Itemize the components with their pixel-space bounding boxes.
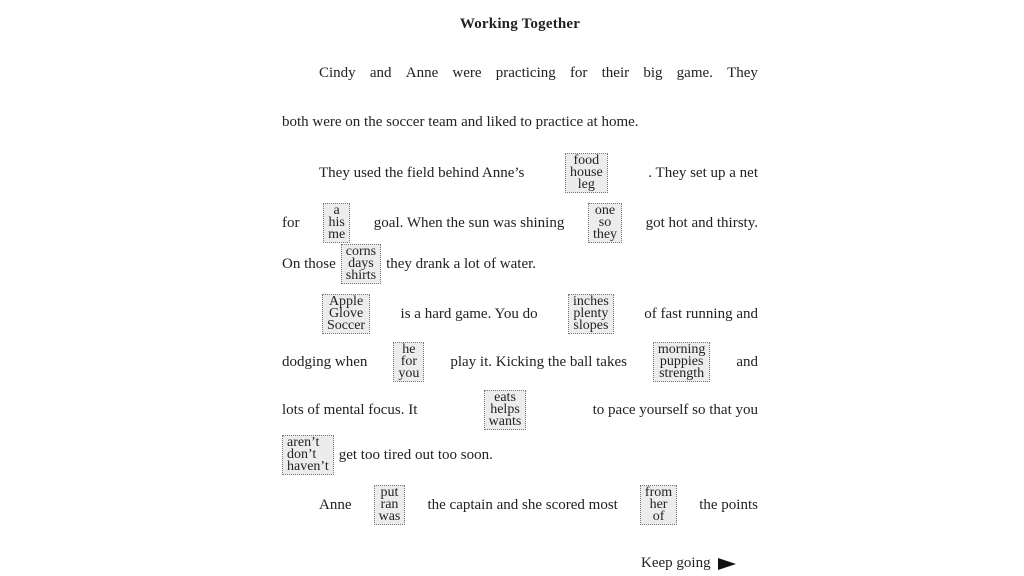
paragraph-line (282, 244, 758, 284)
text-segment: play it. Kicking the ball takes (450, 353, 627, 370)
text-segment: they drank a lot of water. (386, 255, 537, 272)
text-segment: got hot and thirsty. (645, 214, 758, 231)
choice-option[interactable]: put (380, 485, 399, 500)
choice-option[interactable]: of (652, 509, 665, 524)
paragraph-line (282, 485, 758, 525)
text-segment: and (369, 65, 392, 81)
word-choice-box[interactable] (653, 342, 710, 382)
text-segment: . They set up a net (648, 164, 758, 181)
text-segment: the captain and she scored most (427, 496, 618, 513)
word-choice-box[interactable] (393, 342, 424, 382)
choice-option[interactable]: her (649, 497, 668, 512)
choice-option[interactable]: he (402, 342, 416, 357)
arrow-right-icon[interactable] (718, 558, 736, 570)
word-choice-box[interactable] (640, 485, 677, 525)
word-choice-box[interactable] (322, 294, 370, 334)
text-segment: goal. When the sun was shining (373, 214, 565, 231)
choice-option[interactable]: aren’t (287, 435, 320, 450)
document-title: Working Together (459, 16, 581, 32)
text-segment: the points (699, 496, 758, 513)
keep-going-label[interactable]: Keep going (641, 555, 711, 571)
word-choice-box[interactable] (282, 435, 334, 475)
paragraph-line (282, 390, 758, 430)
choice-option[interactable]: helps (490, 402, 520, 417)
text-segment: Anne (405, 65, 439, 81)
word-choice-box[interactable] (568, 294, 614, 334)
text-segment: Anne (319, 496, 352, 513)
choice-option[interactable]: corns (345, 244, 377, 259)
keep-going-button[interactable] (641, 555, 736, 572)
word-choice-box[interactable] (588, 203, 622, 243)
choice-option[interactable]: food (573, 153, 600, 168)
word-choice-box[interactable] (565, 153, 608, 193)
paragraph-line (282, 203, 758, 243)
text-segment: big (643, 65, 663, 81)
text-segment: They used the field behind Anne’s (319, 164, 525, 181)
choice-option[interactable]: leg (577, 177, 595, 192)
text-segment: On those (282, 255, 336, 272)
paragraph-line (282, 435, 758, 475)
text-segment: Cindy (319, 65, 356, 81)
choice-option[interactable]: ran (380, 497, 399, 512)
paragraph-line (282, 114, 758, 131)
word-choice-box[interactable] (484, 390, 527, 430)
choice-option[interactable]: you (398, 366, 420, 381)
paragraph-line (282, 342, 758, 382)
choice-option[interactable]: eats (494, 390, 516, 405)
word-choice-box[interactable] (374, 485, 406, 525)
choice-option[interactable]: they (592, 227, 618, 242)
choice-option[interactable]: morning (657, 342, 706, 357)
choice-option[interactable]: so (598, 215, 612, 230)
text-segment: were (452, 65, 482, 81)
choice-option[interactable]: days (348, 256, 374, 271)
text-segment: They (727, 65, 758, 81)
choice-option[interactable]: shirts (345, 268, 377, 283)
text-segment: game. (676, 65, 713, 81)
word-choice-box[interactable] (341, 244, 381, 284)
choice-option[interactable]: me (328, 227, 346, 242)
choice-option[interactable]: house (570, 165, 603, 180)
text-segment: of fast running and (644, 305, 758, 322)
text-segment: dodging when (282, 353, 368, 370)
text-segment: for (569, 65, 588, 81)
text-segment: their (601, 65, 630, 81)
text-segment: get too tired out too soon. (338, 446, 493, 463)
choice-option[interactable]: for (400, 354, 418, 369)
text-segment: both were on the soccer team and liked to practice at home. (282, 114, 639, 130)
choice-option[interactable]: puppies (659, 354, 704, 369)
text-segment: practicing (495, 65, 556, 81)
choice-option[interactable]: strength (659, 366, 705, 381)
choice-option[interactable]: inches (573, 294, 609, 309)
choice-option[interactable]: haven’t (287, 459, 329, 474)
choice-option[interactable]: plenty (573, 306, 609, 321)
choice-option[interactable]: slopes (573, 318, 609, 333)
paragraph-line (282, 153, 758, 193)
text-segment: and (736, 353, 758, 370)
choice-option[interactable]: Apple (328, 294, 364, 309)
choice-option[interactable]: his (328, 215, 345, 230)
text-segment: for (282, 214, 300, 231)
choice-option[interactable]: one (594, 203, 616, 218)
paragraph-line (282, 65, 758, 82)
choice-option[interactable]: Glove (328, 306, 364, 321)
choice-option[interactable]: was (378, 509, 401, 524)
choice-option[interactable]: a (333, 203, 340, 218)
choice-option[interactable]: Soccer (327, 318, 366, 333)
text-segment: is a hard game. You do (400, 305, 538, 322)
text-segment: to pace yourself so that you (592, 401, 758, 418)
word-choice-box[interactable] (323, 203, 350, 243)
choice-option[interactable]: wants (488, 414, 522, 429)
paragraph-line (282, 294, 758, 334)
choice-option[interactable]: from (644, 485, 673, 500)
choice-option[interactable]: don’t (287, 447, 317, 462)
text-segment: lots of mental focus. It (282, 401, 418, 418)
